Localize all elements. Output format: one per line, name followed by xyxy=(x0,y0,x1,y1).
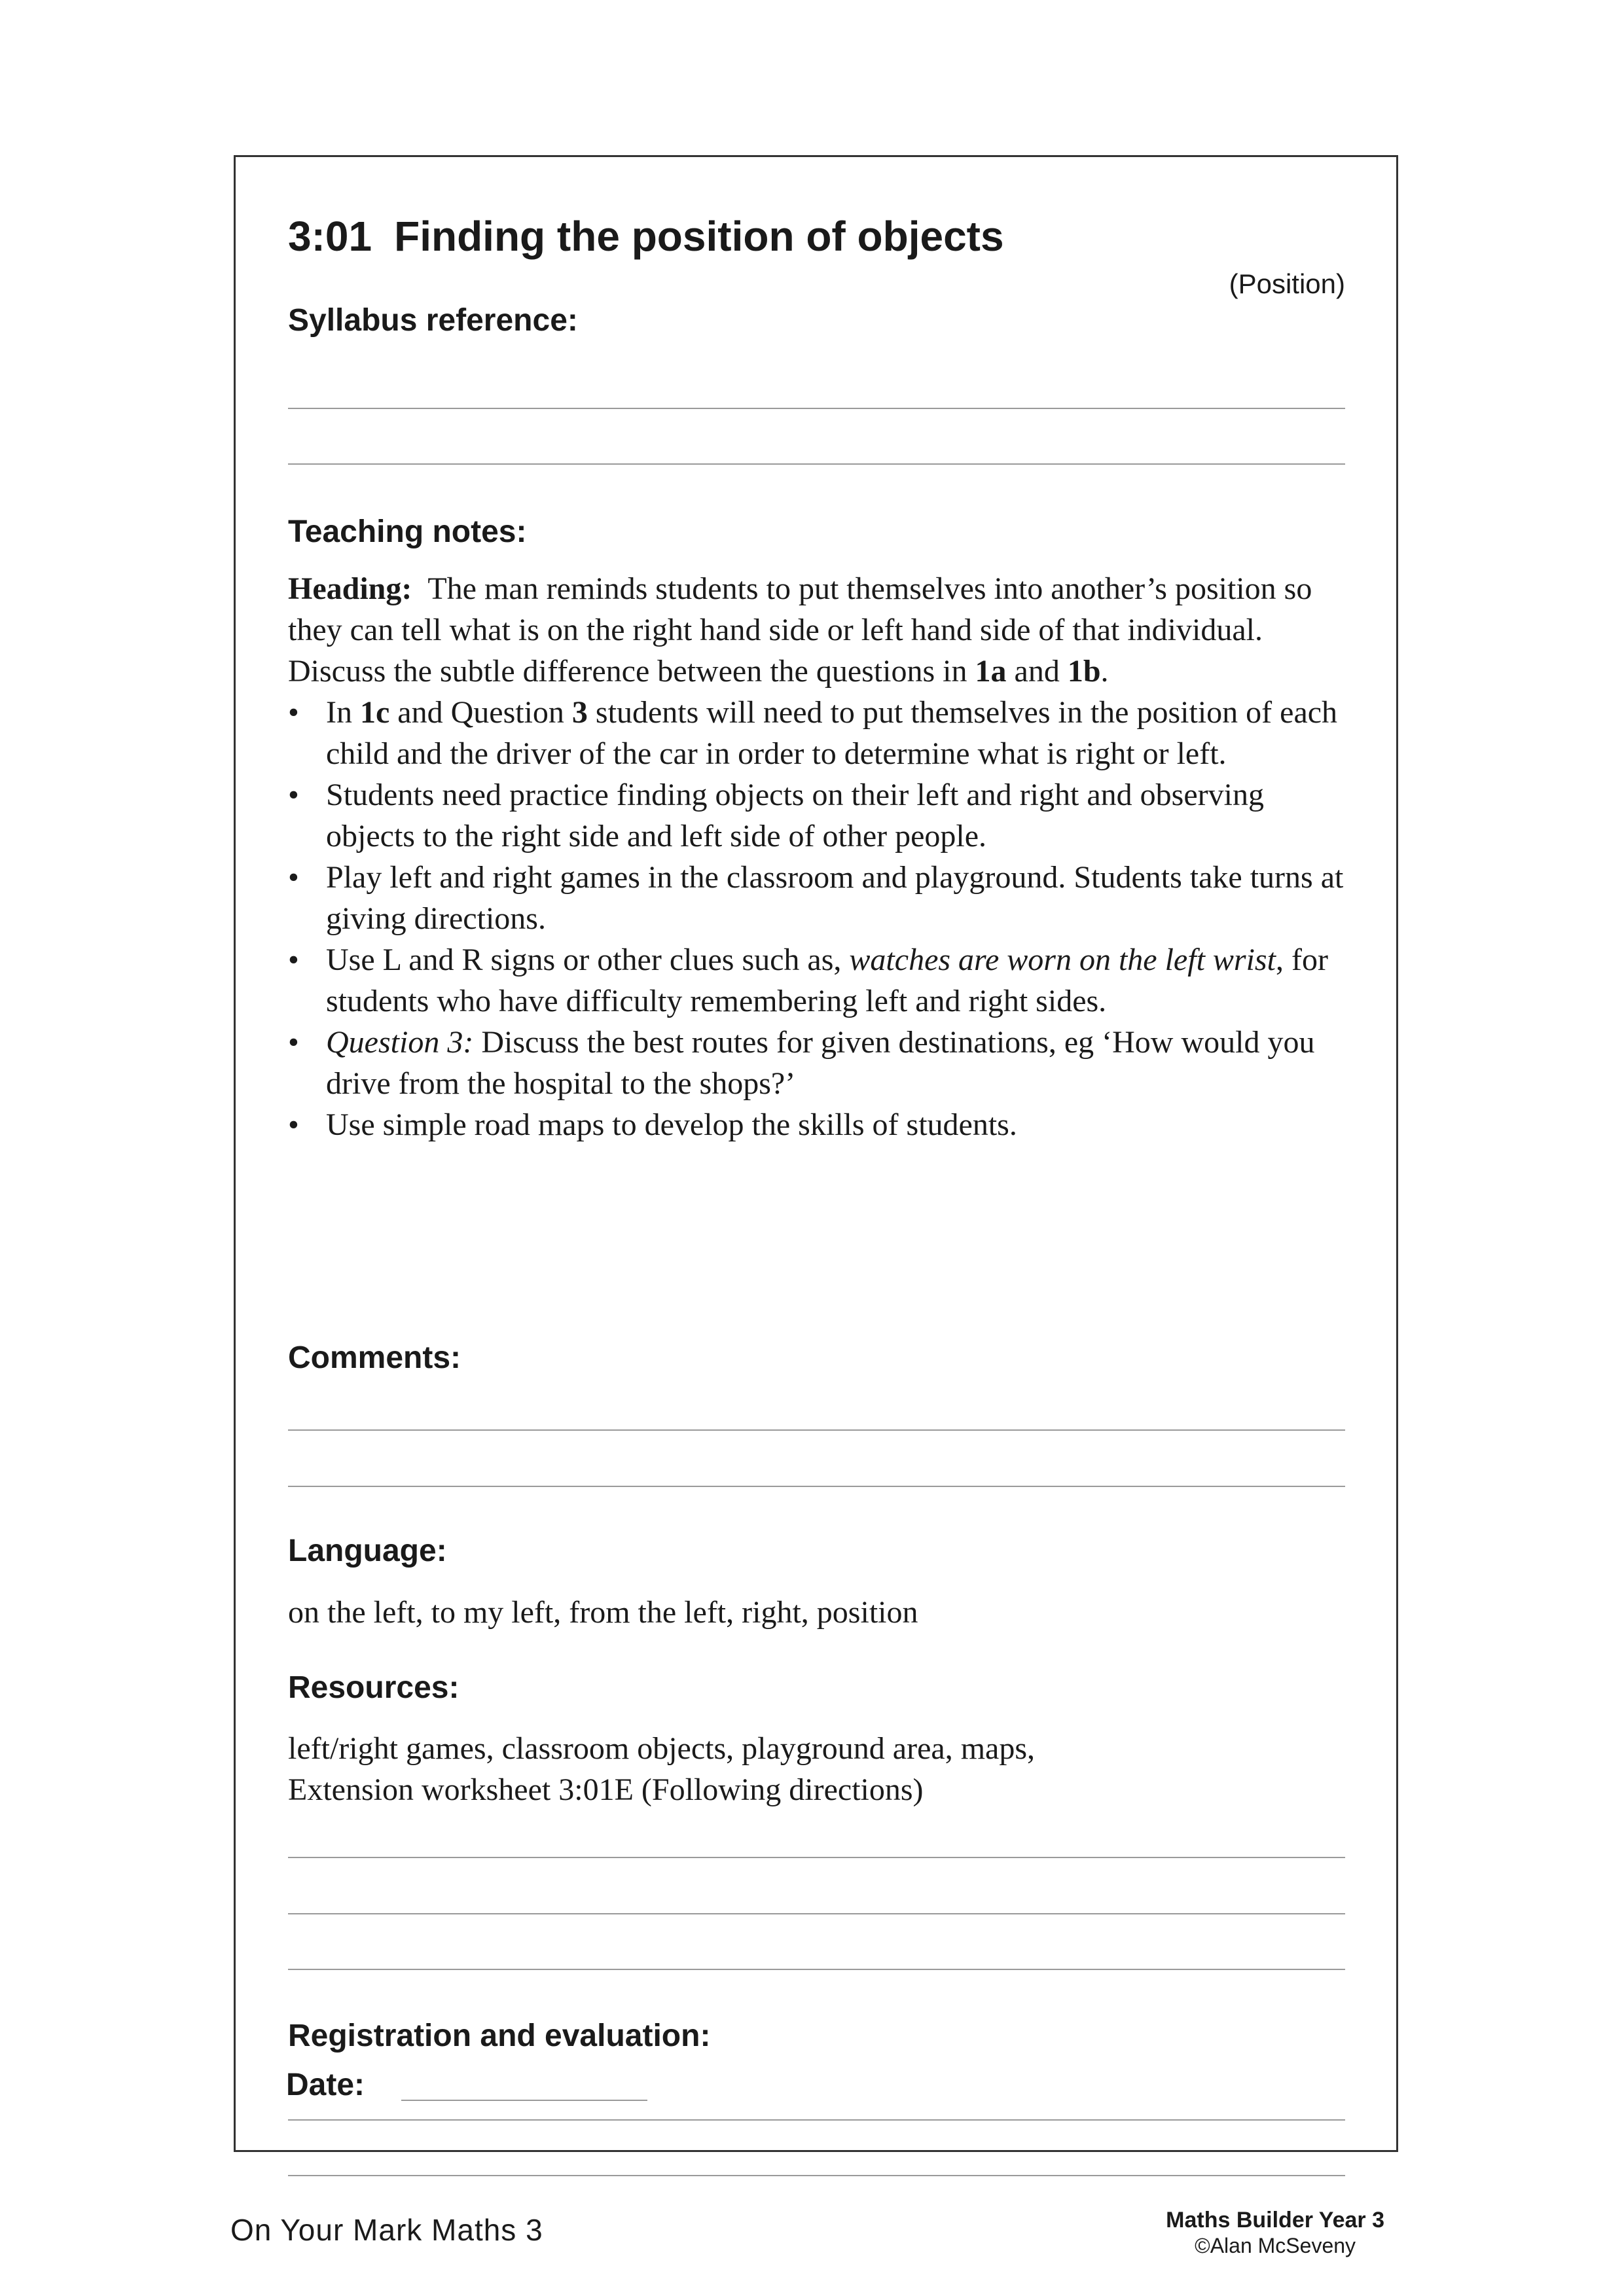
lesson-title: Finding the position of objects xyxy=(394,213,1004,260)
date-label: Date: xyxy=(286,2068,365,2102)
list-item: • In 1c and Question 3 students will need to put themselves in the position of each child and the driver of the car in order to determine what is right or left. xyxy=(288,692,1345,774)
teaching-notes-intro: Heading: The man reminds students to put themselves into another’s position so they can tell what is on the right hand side or left hand side of that individual. Discuss the subtle difference between the questions in 1a and 1b. xyxy=(288,571,1312,689)
footer-copyright: ©Alan McSeveny xyxy=(1195,2234,1356,2257)
teaching-notes-heading: Teaching notes: xyxy=(288,514,527,549)
language-heading: Language: xyxy=(288,1534,447,1568)
teaching-notes-list xyxy=(288,692,1345,1145)
syllabus-writing-line-2[interactable] xyxy=(288,463,1345,465)
page-title xyxy=(288,212,1004,260)
footer-book-title: Maths Builder Year 3 xyxy=(1166,2208,1384,2233)
language-text: on the left, to my left, from the left, right, position xyxy=(288,1595,918,1630)
syllabus-writing-line-1[interactable] xyxy=(288,408,1345,409)
syllabus-heading: Syllabus reference: xyxy=(288,303,578,338)
registration-writing-line-2[interactable] xyxy=(288,2175,1345,2176)
heading-label: Heading: xyxy=(288,571,412,606)
teaching-notes-body xyxy=(288,568,1345,1145)
date-field-line[interactable] xyxy=(401,2100,647,2101)
worksheet-frame xyxy=(234,155,1398,2152)
resources-writing-line-3[interactable] xyxy=(288,1969,1345,1970)
footer-credits xyxy=(1166,2207,1384,2258)
list-item: • Question 3: Discuss the best routes for given destinations, eg ‘How would you drive from the hospital to the shops?’ xyxy=(288,1022,1345,1104)
resources-heading: Resources: xyxy=(288,1670,460,1705)
list-item: • Play left and right games in the classroom and playground. Students take turns at giving directions. xyxy=(288,857,1345,939)
registration-heading: Registration and evaluation: xyxy=(288,2018,711,2053)
resources-writing-line-2[interactable] xyxy=(288,1913,1345,1914)
resources-text: left/right games, classroom objects, playground area, maps, Extension worksheet 3:01E (Following directions) xyxy=(288,1731,1036,1807)
list-item: • Students need practice finding objects on their left and right and observing objects to the right side and left side of other people. xyxy=(288,774,1345,857)
list-item: • Use simple road maps to develop the skills of students. xyxy=(288,1104,1345,1145)
comments-writing-line-2[interactable] xyxy=(288,1486,1345,1487)
footer-series-title: On Your Mark Maths 3 xyxy=(230,2213,543,2247)
registration-writing-line-1[interactable] xyxy=(288,2119,1345,2121)
lesson-number: 3:01 xyxy=(288,213,372,260)
comments-writing-line-1[interactable] xyxy=(288,1429,1345,1431)
strand-label: (Position) xyxy=(1229,268,1345,299)
resources-writing-line-1[interactable] xyxy=(288,1857,1345,1858)
comments-heading: Comments: xyxy=(288,1340,461,1375)
list-item: • Use L and R signs or other clues such as, watches are worn on the left wrist, for students who have difficulty remembering left and right sides. xyxy=(288,939,1345,1022)
